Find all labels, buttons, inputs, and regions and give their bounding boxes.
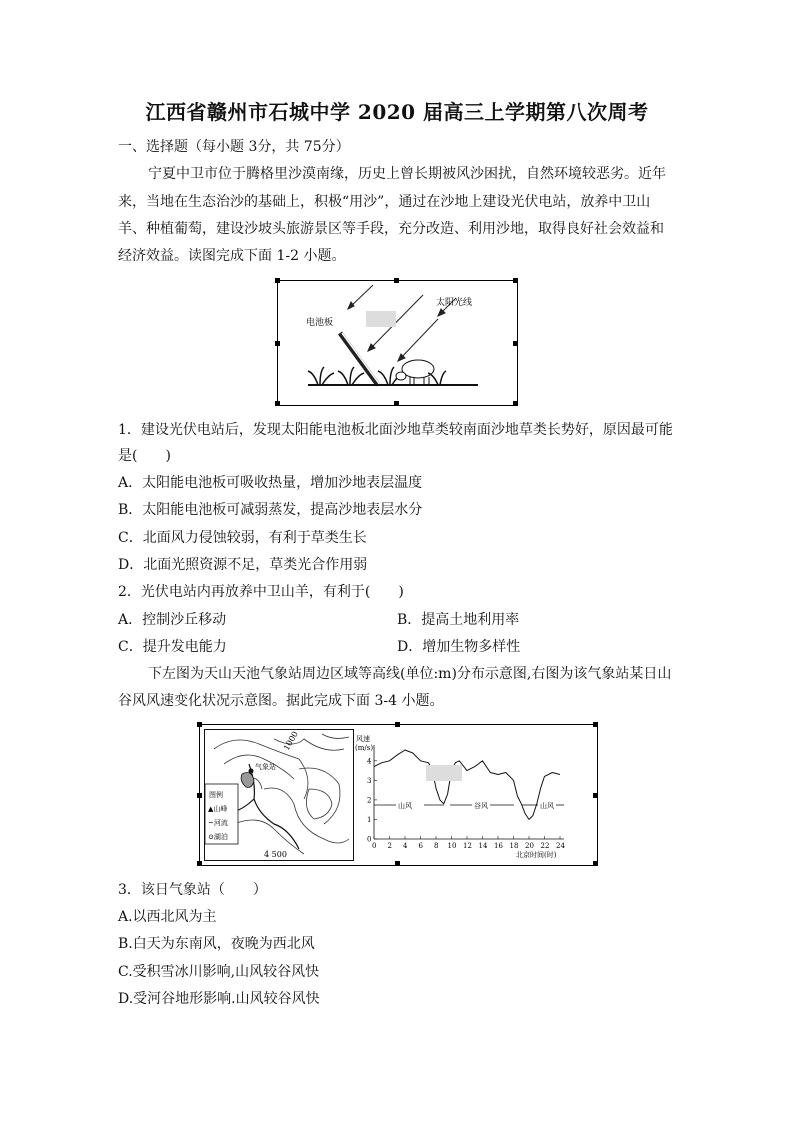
- grass-icon: [308, 367, 404, 385]
- resize-handle[interactable]: [275, 401, 280, 406]
- resize-handle[interactable]: [593, 861, 598, 866]
- y-tick-label: 1: [367, 815, 372, 824]
- wind-label-mountain-1: 山风: [398, 802, 412, 810]
- q1-option-c: C．北面风力侵蚀较弱，有利于草类生长: [118, 530, 367, 546]
- chart-xlabel: 北京时间(时): [516, 851, 557, 859]
- x-tick-label: 22: [540, 842, 550, 850]
- x-tick-label: 2: [387, 842, 392, 850]
- resize-handle[interactable]: [275, 341, 280, 346]
- resize-handle[interactable]: [197, 861, 202, 866]
- page-title: 江西省赣州市石城中学 2020 届高三上学期第八次周考: [145, 100, 649, 124]
- q2-option-b: B．提高土地利用率: [397, 612, 520, 628]
- resize-handle[interactable]: [513, 341, 518, 346]
- x-tick-label: 4: [403, 842, 408, 850]
- q1-option-a: A．太阳能电池板可吸收热量，增加沙地表层温度: [118, 475, 423, 491]
- solar-panel-diagram: [278, 281, 517, 405]
- resize-handle[interactable]: [593, 793, 598, 798]
- x-tick-label: 0: [372, 842, 377, 850]
- q2-option-a: A．控制沙丘移动: [118, 612, 227, 628]
- intro1-line-3: 羊、种植葡萄，建设沙坡头旅游景区等手段，充分改造、利用沙地，取得良好社会效益和: [118, 221, 664, 237]
- q3-option-c: C.受积雪冰川影响,山风较谷风快: [118, 964, 320, 980]
- x-tick-label: 16: [494, 842, 503, 850]
- sun-ray-1-arrow: [348, 302, 354, 309]
- x-tick-label: 12: [463, 842, 472, 850]
- q2-option-c: C．提升发电能力: [118, 639, 227, 655]
- q2-option-d: D．增加生物多样性: [397, 639, 521, 655]
- chart-ylabel-2: (m/s): [355, 744, 374, 752]
- resize-handle[interactable]: [394, 278, 399, 283]
- chart-ylabel-1: 风速: [356, 735, 370, 743]
- q1-stem-line-2: 是( ): [118, 448, 171, 464]
- intro2-line-2: 谷风风速变化状况示意图。据此完成下面 3-4 小题。: [118, 693, 444, 709]
- y-tick-label: 4: [367, 757, 372, 766]
- q1-stem-line-1: 1．建设光伏电站后，发现太阳能电池板北面沙地草类较南面沙地草类长势好，原因最可能: [118, 422, 673, 438]
- x-tick-label: 24: [556, 842, 565, 850]
- sun-label: 太阳光线: [436, 298, 473, 308]
- legend-item-lake: ⊙湖泊: [208, 833, 228, 841]
- legend-item-river: ~河流: [208, 819, 228, 827]
- station-icon: [249, 769, 254, 774]
- figure2-frame[interactable]: [199, 724, 598, 866]
- contour-label-bottom: 4 500: [264, 850, 287, 859]
- q3-option-d: D.受河谷地形影响.山风较谷风快: [118, 991, 320, 1007]
- x-tick-label: 10: [447, 842, 457, 850]
- x-tick-label: 6: [418, 842, 423, 850]
- y-tick-label: 0: [367, 835, 372, 844]
- x-tick-label: 20: [525, 842, 534, 850]
- y-tick-label: 3: [367, 776, 372, 785]
- q3-option-b: B.白天为东南风，夜晚为西北风: [118, 936, 315, 952]
- legend-item-peak: ▲山峰: [208, 805, 228, 813]
- resize-handle[interactable]: [395, 722, 400, 727]
- q1-option-b: B．太阳能电池板可减弱蒸发，提高沙地表层水分: [118, 502, 423, 518]
- section-heading: 一、选择题（每小题 3分，共 75分）: [118, 139, 350, 155]
- q3-stem: 3．该日气象站（ ）: [118, 882, 267, 898]
- legend-title: 图例: [209, 791, 223, 799]
- x-tick-label: 18: [509, 842, 519, 850]
- wind-label-mountain-2: 山风: [540, 802, 554, 810]
- resize-handle[interactable]: [197, 722, 202, 727]
- resize-handle[interactable]: [593, 722, 598, 727]
- y-tick-label: 2: [367, 796, 372, 805]
- resize-handle[interactable]: [275, 278, 280, 283]
- intro1-line-4: 经济效益。读图完成下面 1-2 小题。: [118, 248, 346, 264]
- intro2-line-1: 下左图为天山天池气象站周边区域等高线(单位:m)分布示意图,右图为该气象站某日山: [148, 666, 672, 682]
- x-tick-label: 14: [478, 842, 488, 850]
- station-label: 气象站: [255, 763, 276, 771]
- resize-handle[interactable]: [394, 401, 399, 406]
- panel-label: 电池板: [306, 318, 334, 328]
- q2-stem: 2．光伏电站内再放养中卫山羊，有利于( ): [118, 584, 404, 600]
- intro1-line-1: 宁夏中卫市位于腾格里沙漠南缘，历史上曾长期被风沙困扰，自然环境较恶劣。近年: [148, 166, 666, 182]
- intro1-line-2: 来，当地在生态治沙的基础上，积极“用沙”，通过在沙地上建设光伏电站，放养中卫山: [118, 194, 651, 210]
- resize-handle[interactable]: [513, 278, 518, 283]
- contour-map: [204, 729, 354, 861]
- wind-speed-chart: [354, 729, 594, 861]
- q3-option-a: A.以西北风为主: [118, 909, 217, 925]
- resize-handle[interactable]: [197, 793, 202, 798]
- q1-option-d: D．北面光照资源不足，草类光合作用弱: [118, 557, 368, 573]
- figure1-frame[interactable]: [277, 280, 518, 406]
- resize-handle[interactable]: [395, 861, 400, 866]
- wind-label-valley: 谷风: [474, 802, 488, 810]
- resize-handle[interactable]: [513, 401, 518, 406]
- contour-label-top: 1000: [281, 729, 300, 752]
- x-tick-label: 8: [434, 842, 439, 850]
